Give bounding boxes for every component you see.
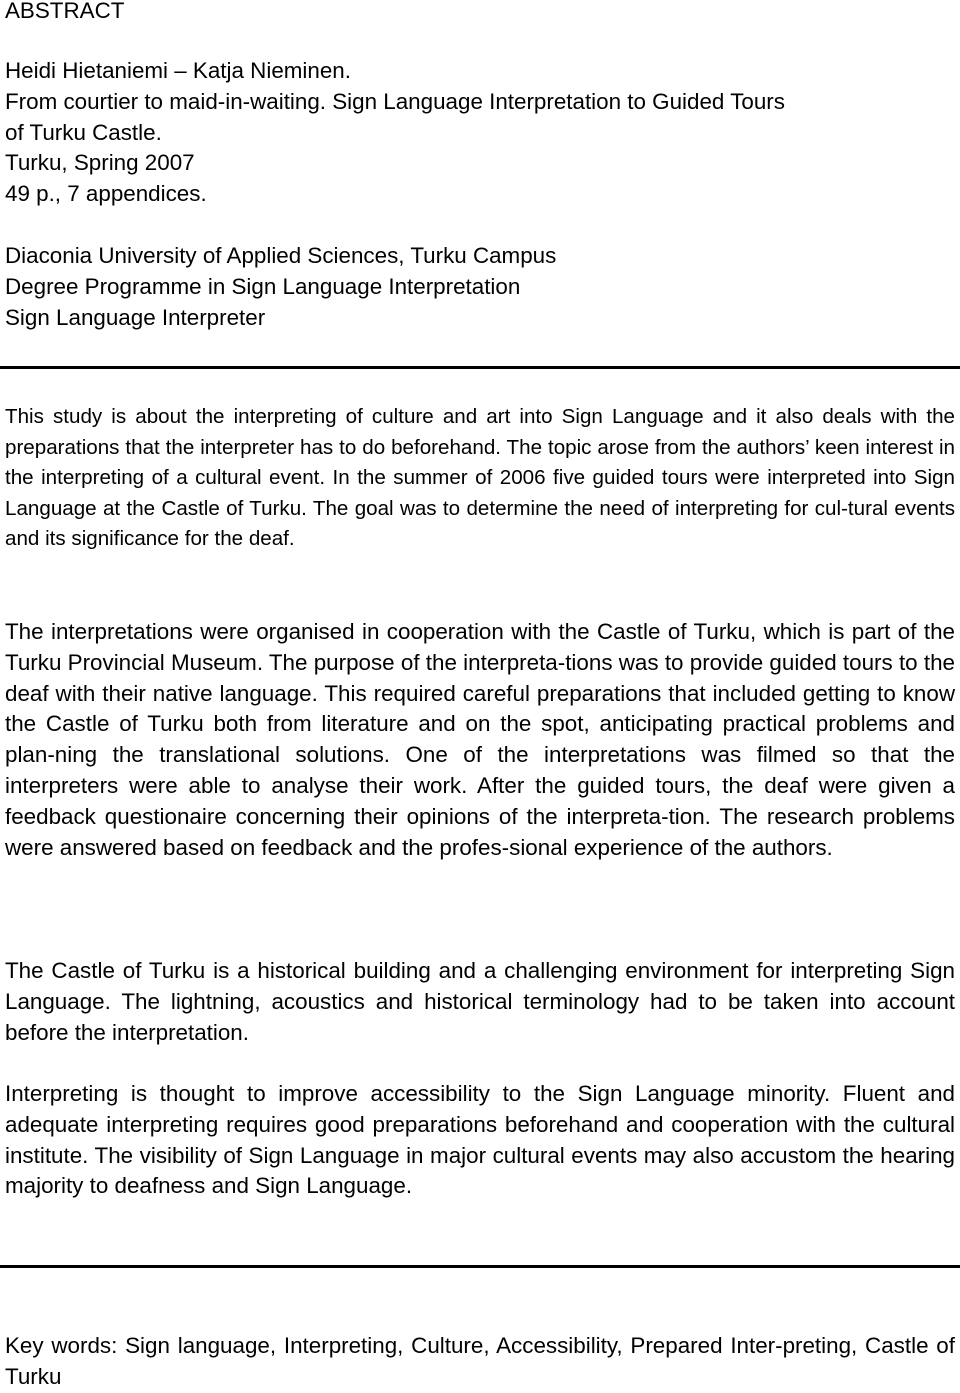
abstract-paragraph-3: The Castle of Turku is a historical building and a challenging environment for interpreting Sign Language. The lightning, acoustics and historical terminology had to be taken into account before the interpretation. (5, 958, 955, 1045)
abstract-paragraph-2: The interpretations were organised in cooperation with the Castle of Turku, which is part of the Turku Provincial Museum. The purpose of the interpreta-tions was to provide guided tours to the deaf with their native language. This required careful preparations that included getting to know the Castle of Turku both from literature and on the spot, anticipating practical problems and plan-ning the translational solutions. One of the interpretations was filmed so that the interpreters were able to analyse their work. After the guided tours, the deaf were given a feedback questionaire concerning their opinions of the interpreta-tion. The research problems were answered based on feedback and the profes-sional experience of the authors. (5, 619, 955, 860)
thesis-title-line-1: From courtier to maid-in-waiting. Sign Language Interpretation to Guided Tours (5, 88, 785, 114)
divider-top (0, 366, 960, 369)
abstract-paragraph-1: This study is about the interpreting of culture and art into Sign Language and it also deals with the preparations that the interpreter has to do beforehand. The topic arose from the authors’ keen interest in the interpreting of a cultural event. In the summer of 2006 five guided tours were interpreted into Sign Language at the Castle of Turku. The goal was to determine the need of interpreting for cul-tural events and its significance for the deaf. (5, 405, 955, 551)
thesis-title-line-2: of Turku Castle. (5, 119, 162, 145)
university: Diaconia University of Applied Sciences, Turku Campus (5, 243, 557, 268)
authors: Heidi Hietaniemi – Katja Nieminen. (5, 58, 351, 83)
thesis-info (5, 56, 955, 210)
abstract-paragraph-4: Interpreting is thought to improve accessibility to the Sign Language minority. Fluent and adequate interpreting requires good preparations beforehand and cooperation with the cultural institute. The visibility of Sign Language in major cultural events may also accustom the hearing majority to deafness and Sign Language. (5, 1081, 955, 1199)
page-count: 49 p., 7 appendices. (5, 181, 207, 207)
degree-title: Sign Language Interpreter (5, 304, 266, 330)
keywords: Key words: Sign language, Interpreting, Culture, Accessibility, Prepared Inter-preting, Castle of Turku (5, 1333, 955, 1389)
institution-info (5, 241, 955, 333)
page-heading: ABSTRACT (5, 0, 125, 23)
place-date: Turku, Spring 2007 (5, 150, 195, 176)
divider-bottom (0, 1265, 960, 1268)
degree-programme: Degree Programme in Sign Language Interpretation (5, 273, 521, 299)
